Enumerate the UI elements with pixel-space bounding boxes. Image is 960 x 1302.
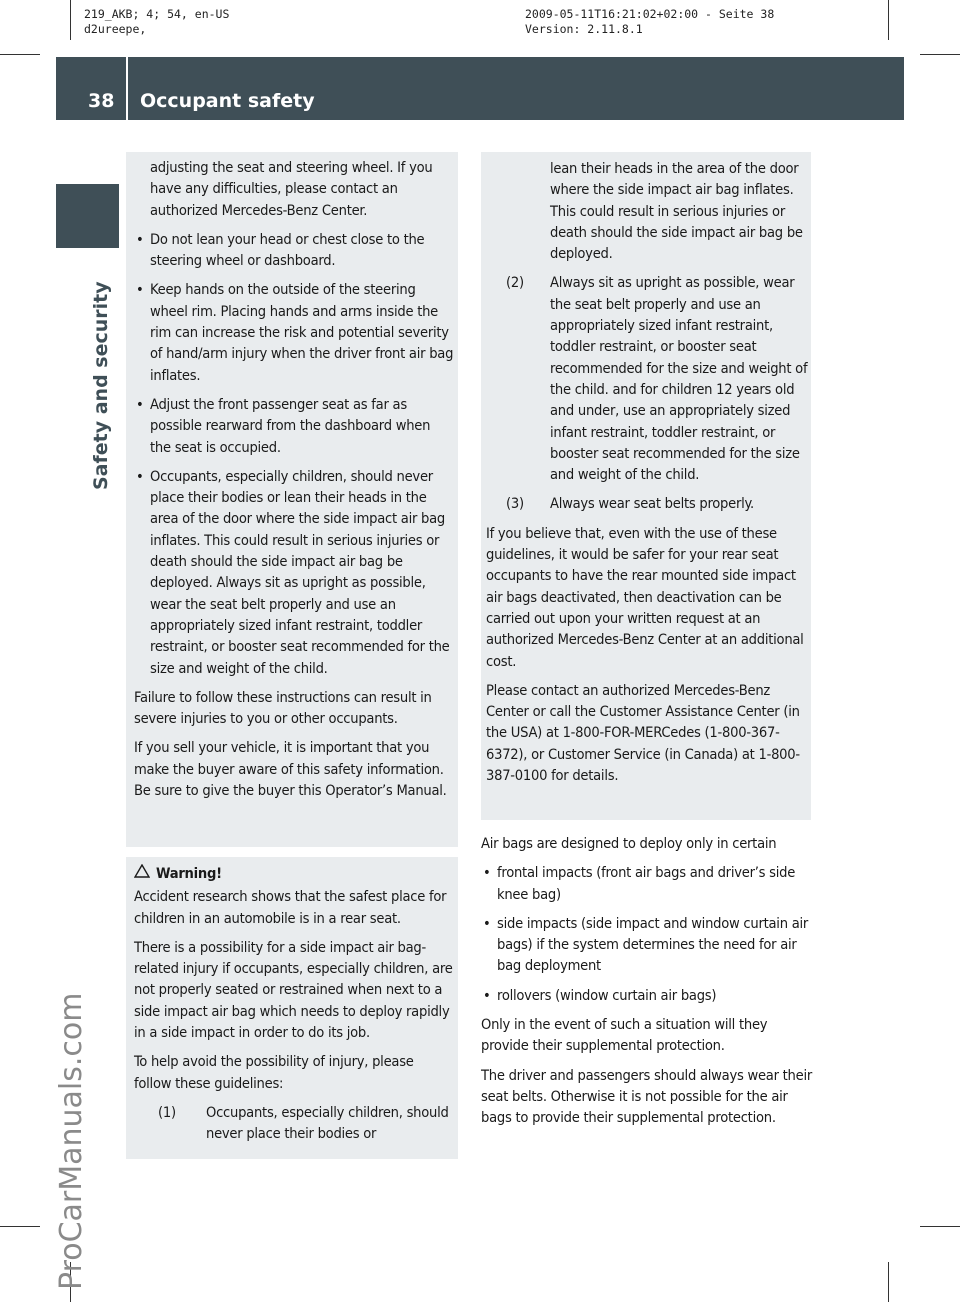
crop-mark <box>888 0 889 40</box>
warning-heading <box>134 863 454 884</box>
meta-line: Version: 2.11.8.1 <box>525 22 643 36</box>
watermark: ProCarManuals.com <box>54 992 89 1290</box>
warning-triangle-icon <box>134 863 156 884</box>
item-text: lean their heads in the area of the door where the side impact air bag inflates. This could result in serious injuries or death should the side impact air bag be deployed. <box>550 160 803 263</box>
paragraph: To help avoid the possibility of injury, please follow these guidelines: <box>134 1053 414 1092</box>
meta-line: d2ureepe, <box>84 22 147 36</box>
paragraph: If you believe that, even with the use of these guidelines, it would be safer for your rear seat occupants to have the rear mounted side impact air bags deactivated, then deactivation can be carried out upon your written request at an authorized Mercedes-Benz Center at an additional cost. <box>486 524 804 670</box>
crop-mark <box>920 54 960 55</box>
paragraph: The driver and passengers should always wear their seat belts. Otherwise it is not possible for the air bags to provide their supplemental protection. <box>481 1066 812 1127</box>
bullet-item: • Occupants, especially children, should never place their bodies or lean their heads in the area of the door where the side impact air bag inflates. This could result in serious injuries or death should the side impact air bag be deployed. Always sit as upright as possible, wear the seat belt properly and use an appropriately sized infant restraint, toddler restraint, or booster seat recommended for the size and weight of the child. <box>136 467 450 677</box>
meta-line: 219_AKB; 4; 54, en-US <box>84 7 230 21</box>
crop-mark <box>0 1226 40 1227</box>
item-number: (1) <box>158 1103 176 1121</box>
bullet-item: • frontal impacts (front air bags and driver’s side knee bag) <box>483 864 796 903</box>
numbered-item <box>134 1102 454 1145</box>
numbered-item <box>486 272 808 485</box>
intro-text <box>134 157 454 221</box>
item-number: (3) <box>506 495 524 513</box>
intro-text-body: adjusting the seat and steering wheel. If you have any difficulties, please contact an authorized Mercedes-Benz Center. <box>150 159 433 219</box>
paragraph: There is a possibility for a side impact air bag-related injury if occupants, especially children, are not properly seated or restrained when next to a side impact air bag which needs to deploy rapidly in a side impact in order to do its job. <box>134 938 453 1042</box>
bullet-text: Occupants, especially children, should never place their bodies or lean their heads in the area of the door where the side impact air bag inflates. This could result in serious injuries or death should the side impact air bag be deployed. Always sit as upright as possible, wear the seat belt properly and use an appropriately sized infant restraint, toddler restraint, or booster seat recommended for the size and weight of the child. <box>150 467 450 677</box>
safety-info-content <box>134 157 454 809</box>
bullet-text: frontal impacts (front air bags and driver’s side knee bag) <box>497 864 796 903</box>
numbered-item-continued <box>486 158 808 264</box>
bullet-text: rollovers (window curtain air bags) <box>497 986 717 1004</box>
item-text: Always sit as upright as possible, wear the seat belt properly and use an appropriately sized infant restraint, toddler restraint, or booster seat recommended for the size and weight of the child. and for children 12 years old and under, use an appropriately sized infant restraint, toddler restraint, or booster seat recommended for the size and weight of the child. <box>550 274 808 484</box>
crop-mark <box>70 0 71 40</box>
paragraph: If you sell your vehicle, it is important that you make the buyer aware of this safety information. Be sure to give the buyer this Operator’s Manual. <box>134 739 447 800</box>
meta-line: 2009-05-11T16:21:02+02:00 - Seite 38 <box>525 7 775 21</box>
bullet-item: • Keep hands on the outside of the steering wheel rim. Placing hands and arms inside the rim can increase the risk and potential severity of hand/arm injury when the driver front air bag inflates. <box>136 281 454 384</box>
bullet-text: Adjust the front passenger seat as far as possible rearward from the dashboard when the seat is occupied. <box>150 395 431 456</box>
page-title: Occupant safety <box>140 90 315 112</box>
section-tab <box>56 184 119 248</box>
bullet-item: • Adjust the front passenger seat as far as possible rearward from the dashboard when the seat is occupied. <box>136 395 431 456</box>
print-meta-left <box>84 7 229 37</box>
paragraph: Please contact an authorized Mercedes-Benz Center or call the Customer Assistance Center (in the USA) at 1-800-FOR-MERCedes (1-800-367-6372), or Customer Service (in Canada) at 1-800-387-0100 for details. <box>486 681 800 785</box>
print-meta-right <box>525 7 774 37</box>
bullet-text: Keep hands on the outside of the steering wheel rim. Placing hands and arms inside the rim can increase the risk and potential severity of hand/arm injury when the driver front air bag inflates. <box>150 281 454 384</box>
paragraph: Air bags are designed to deploy only in certain <box>481 835 777 852</box>
bullet-item: • Do not lean your head or chest close to the steering wheel or dashboard. <box>136 230 425 270</box>
paragraph: Failure to follow these instructions can result in severe injuries to you or other occupants. <box>134 688 432 728</box>
guidelines-content <box>486 158 808 794</box>
bullet-text: side impacts (side impact and window curtain air bags) if the system determines the need for air bag deployment <box>497 914 809 975</box>
item-text: Always wear seat belts properly. <box>550 495 754 513</box>
bullet-item: • rollovers (window curtain air bags) <box>483 986 717 1004</box>
crop-mark <box>0 54 40 55</box>
numbered-item <box>486 493 808 514</box>
paragraph: Only in the event of such a situation will they provide their supplemental protection. <box>481 1016 768 1055</box>
warning-title: Warning! <box>156 865 222 882</box>
item-number: (2) <box>506 274 524 292</box>
airbag-deployment-text <box>481 833 813 1137</box>
warning-content <box>134 863 454 1153</box>
header-divider <box>126 57 128 120</box>
page-number: 38 <box>88 90 115 112</box>
bullet-item: • side impacts (side impact and window curtain air bags) if the system determines the need for air bag deployment <box>483 914 809 975</box>
paragraph: Accident research shows that the safest place for children in an automobile is in a rear seat. <box>134 888 447 927</box>
crop-mark <box>920 1226 960 1227</box>
crop-mark <box>888 1262 889 1302</box>
bullet-text: Do not lean your head or chest close to the steering wheel or dashboard. <box>150 230 425 270</box>
section-label: Safety and security <box>90 281 112 490</box>
item-text: Occupants, especially children, should never place their bodies or <box>206 1103 449 1143</box>
